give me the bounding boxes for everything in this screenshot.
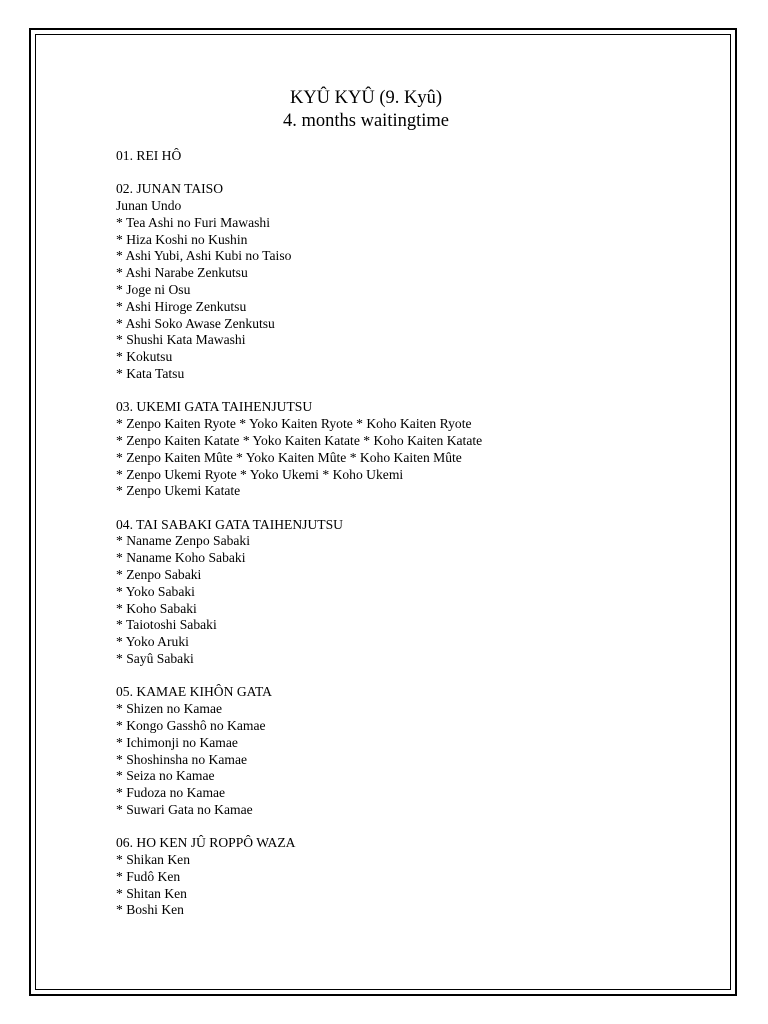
technique-item: * Naname Zenpo Sabaki [116,533,251,549]
technique-item: * Zenpo Ukemi Ryote * Yoko Ukemi * Koho Ukemi [116,466,404,482]
technique-item: * Yoko Aruki [116,634,189,650]
technique-item: * Taiotoshi Sabaki [116,617,217,633]
technique-item: * Zenpo Sabaki [116,567,202,583]
section-1 [116,148,676,165]
section-4 [116,517,676,668]
technique-item: * Kokutsu [116,349,173,365]
technique-item: * Zenpo Kaiten Ryote * Yoko Kaiten Ryote * Koho Kaiten Ryote [116,416,472,432]
section-list [116,148,676,919]
technique-item: * Naname Koho Sabaki [116,550,246,566]
section-2 [116,181,676,383]
technique-item: * Boshi Ken [116,902,184,918]
section-heading: 06. HO KEN JÛ ROPPÔ WAZA [116,835,296,851]
technique-item: * Zenpo Kaiten Katate * Yoko Kaiten Katate * Koho Kaiten Katate [116,432,483,448]
section-heading: 04. TAI SABAKI GATA TAIHENJUTSU [116,516,343,532]
document-subtitle: 4. months waitingtime [283,111,449,131]
section-heading: 02. JUNAN TAISO [116,181,224,197]
technique-item: * Suwari Gata no Kamae [116,801,253,817]
technique-item: * Seiza no Kamae [116,768,215,784]
section-6 [116,835,676,919]
technique-item: * Koho Sabaki [116,600,197,616]
technique-item: * Joge ni Osu [116,282,191,298]
document-title: KYÛ KYÛ (9. Kyû) [289,88,443,108]
title-block [116,87,676,133]
technique-item: * Yoko Sabaki [116,583,195,599]
document-body [116,87,676,936]
technique-item: * Shizen no Kamae [116,701,223,717]
technique-item: * Ashi Yubi, Ashi Kubi no Taiso [116,248,292,264]
technique-item: * Hiza Koshi no Kushin [116,231,248,247]
technique-item: * Sayû Sabaki [116,651,194,667]
technique-item: * Tea Ashi no Furi Mawashi [116,214,270,230]
technique-item: * Zenpo Kaiten Mûte * Yoko Kaiten Mûte * Koho Kaiten Mûte [116,449,462,465]
technique-item: * Ashi Narabe Zenkutsu [116,265,248,281]
technique-item: * Shoshinsha no Kamae [116,751,248,767]
technique-item: * Fudoza no Kamae [116,785,226,801]
section-5 [116,684,676,818]
section-heading: 03. UKEMI GATA TAIHENJUTSU [116,399,313,415]
section-heading: 01. REI HÔ [116,148,182,163]
technique-item: * Shikan Ken [116,851,191,867]
technique-item: Junan Undo [116,198,182,214]
technique-item: * Zenpo Ukemi Katate [116,483,241,499]
technique-item: * Fudô Ken [116,868,181,884]
technique-item: * Ashi Hiroge Zenkutsu [116,298,247,314]
technique-item: * Shitan Ken [116,885,187,901]
section-heading: 05. KAMAE KIHÔN GATA [116,684,272,700]
technique-item: * Shushi Kata Mawashi [116,332,246,348]
technique-item: * Ichimonji no Kamae [116,734,238,750]
technique-item: * Ashi Soko Awase Zenkutsu [116,315,275,331]
technique-item: * Kata Tatsu [116,366,185,382]
technique-item: * Kongo Gasshô no Kamae [116,717,266,733]
section-3 [116,399,676,500]
